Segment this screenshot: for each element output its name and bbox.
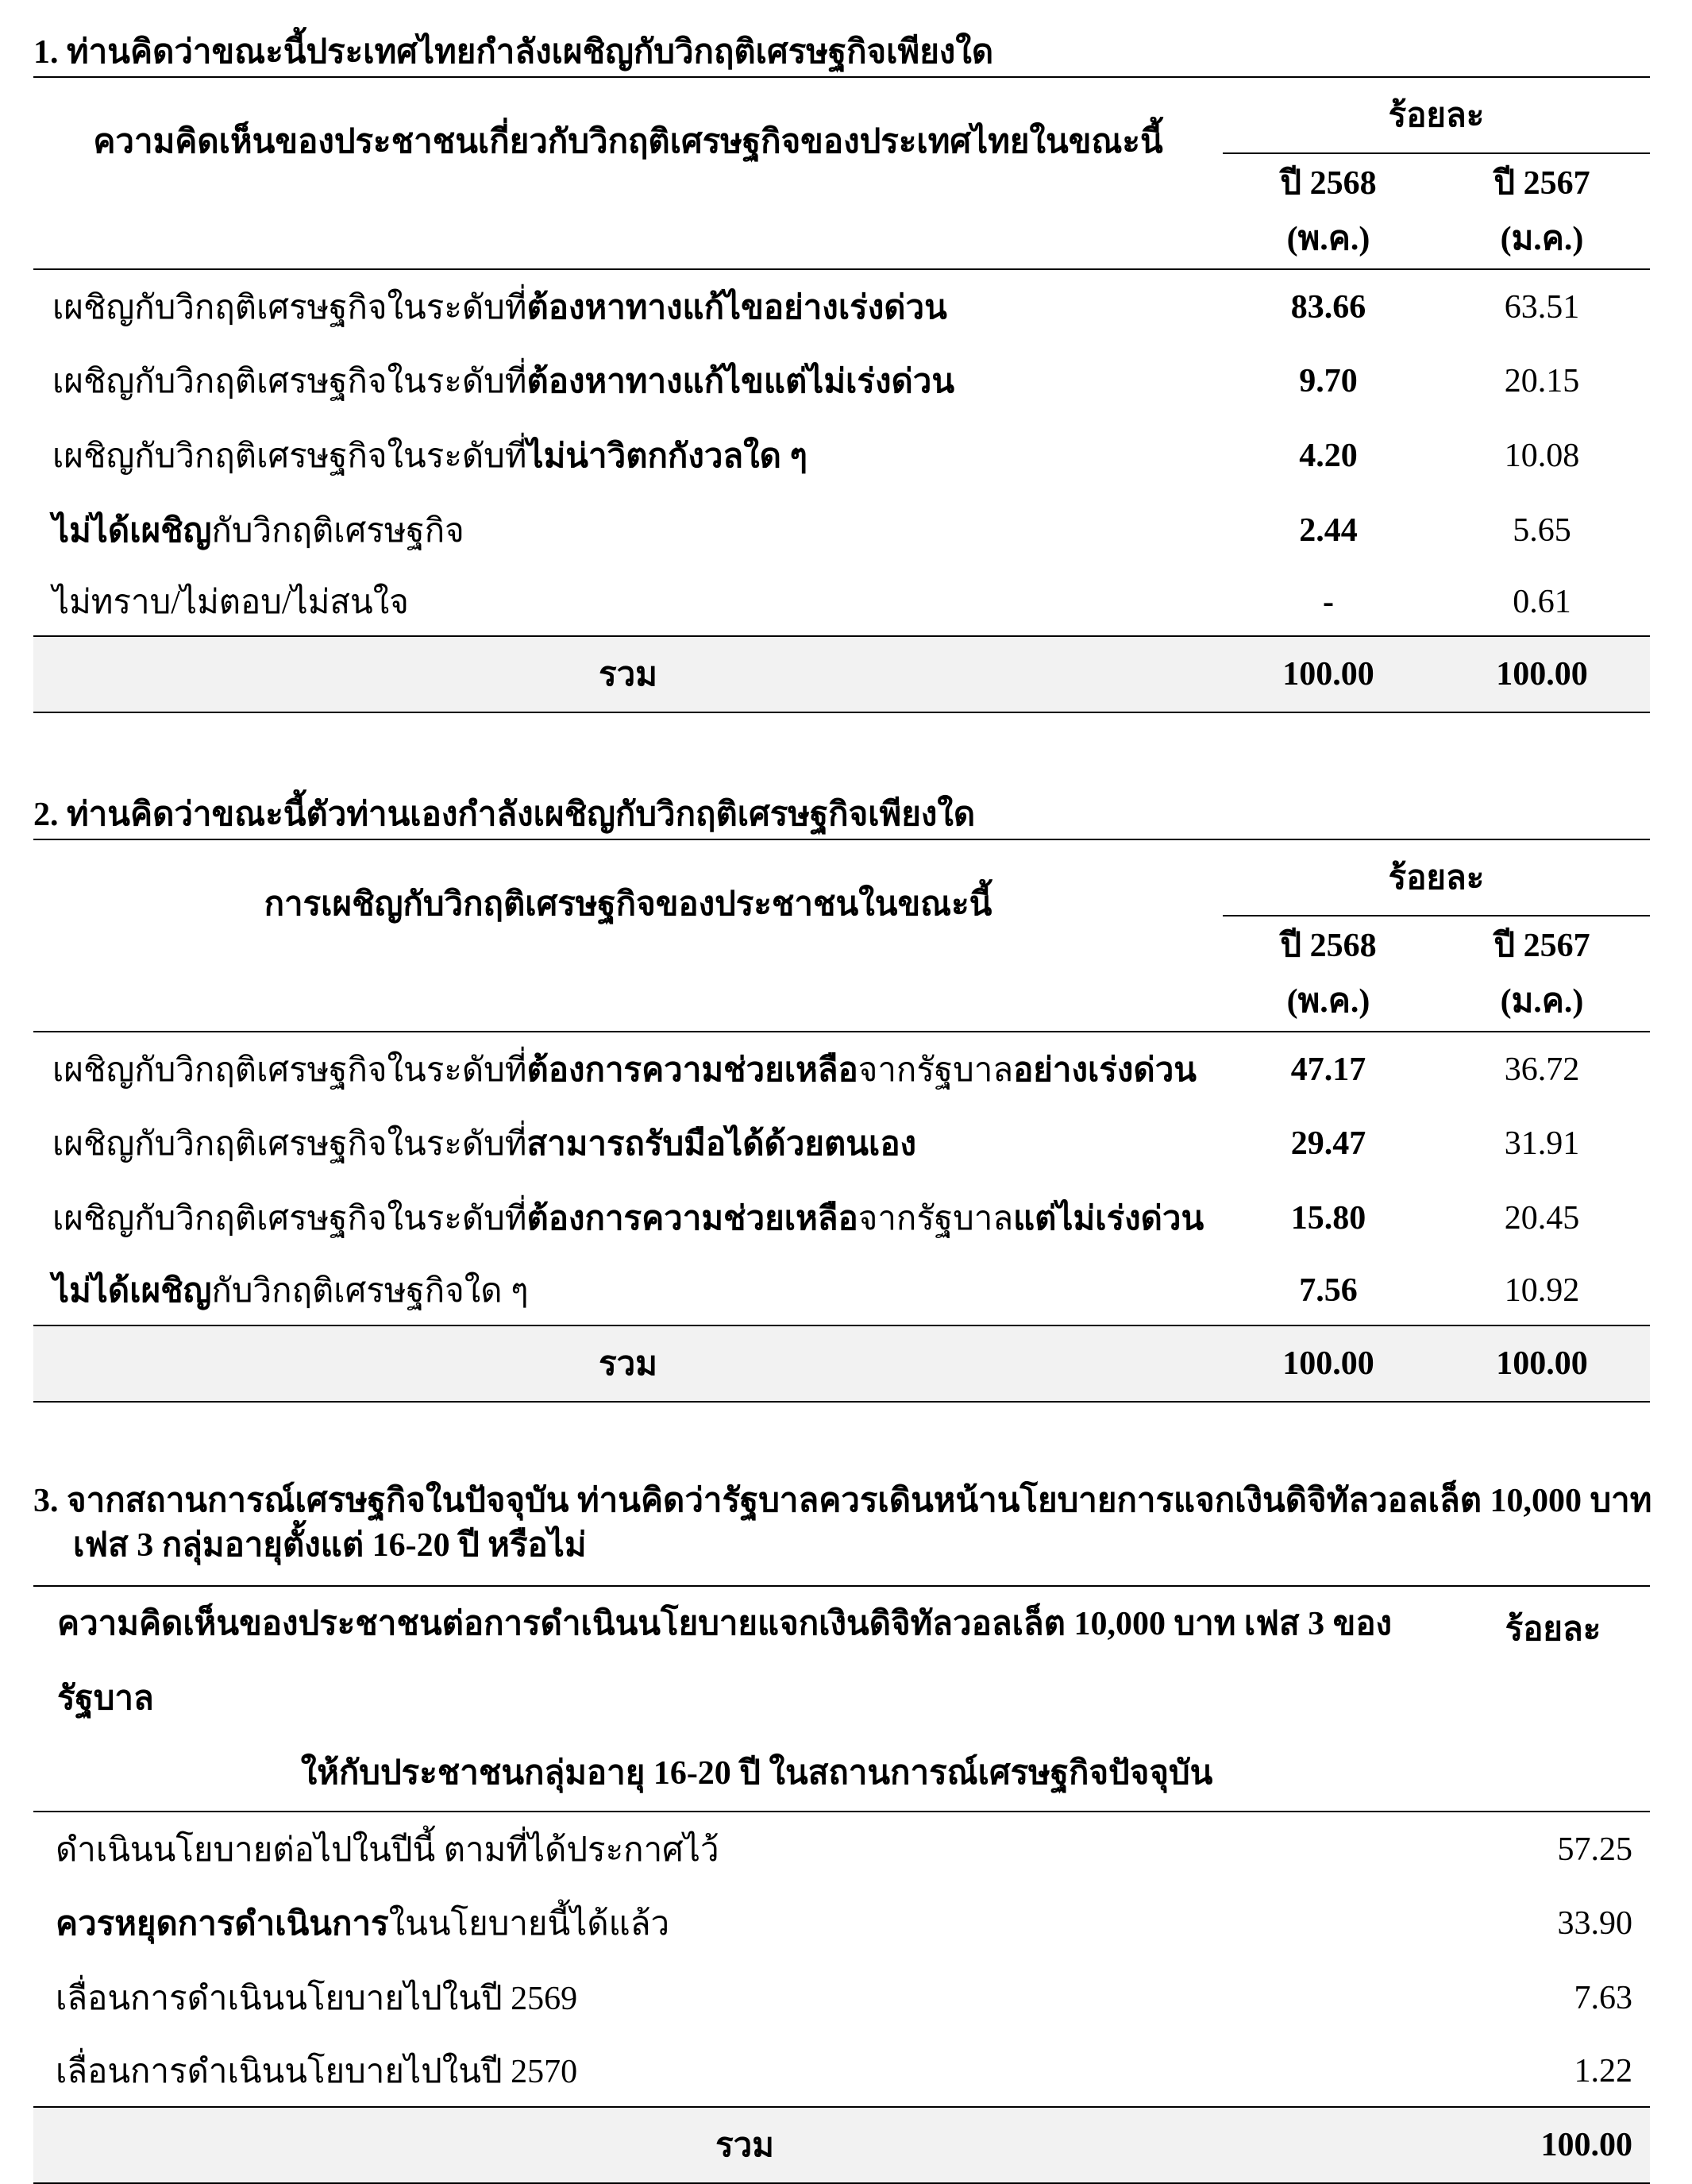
row-value: 1.22 xyxy=(1574,2052,1632,2089)
row-value: 57.25 xyxy=(1557,1831,1632,1868)
q3-title-line1: 3. จากสถานการณ์เศรษฐกิจในปัจจุบัน ท่านคิดว่ารัฐบาลควรเดินหน้านโยบายการแจกเงินดิจิทัลวอลเล็ต 10,000 บาท xyxy=(33,1483,1652,1519)
total-value-2567: 100.00 xyxy=(1434,1325,1650,1402)
table-row xyxy=(33,419,1650,493)
row-text: จากรัฐบาล xyxy=(858,1051,1014,1089)
q3-header-line2: ให้กับประชาชนกลุ่มอายุ 16-20 ปี ในสถานการณ์เศรษฐกิจปัจจุบัน xyxy=(300,1755,1213,1792)
table-row xyxy=(33,269,1650,344)
row-text-bold: ไม่น่าวิตกกังวลใด ๆ xyxy=(526,438,807,475)
q3-table xyxy=(33,1585,1650,2184)
q1-col2-header xyxy=(1434,153,1650,269)
q3-title-line2: เฟส 3 กลุ่มอายุตั้งแต่ 16-20 ปี หรือไม่ xyxy=(73,1527,587,1564)
total-value: 100.00 xyxy=(1456,2107,1650,2183)
row-text: เลื่อนการดำเนินนโยบายไปในปี 2570 xyxy=(56,2053,578,2090)
q3-title xyxy=(33,1479,1652,1568)
table-row xyxy=(33,1181,1650,1256)
table-row xyxy=(33,1256,1650,1325)
row-value-2567: 20.45 xyxy=(1504,1200,1580,1237)
table-row xyxy=(33,1106,1650,1181)
total-value-2568: 100.00 xyxy=(1223,1325,1434,1402)
row-text: ดำเนินนโยบายต่อไปในปีนี้ ตามที่ได้ประกาศไว้ xyxy=(56,1831,719,1869)
total-row xyxy=(33,1325,1650,1402)
row-text: เผชิญกับวิกฤติเศรษฐกิจในระดับที่ xyxy=(52,438,527,475)
row-value-2568: - xyxy=(1323,583,1334,620)
q1-col2-year: ปี 2567 xyxy=(1494,165,1590,202)
total-row xyxy=(33,636,1650,712)
q2-col2-header xyxy=(1434,916,1650,1032)
table-row xyxy=(33,568,1650,636)
row-text-bold: ควรหยุดการดำเนินการ xyxy=(56,1906,389,1943)
row-text: ไม่ทราบ/ไม่ตอบ/ไม่สนใจ xyxy=(52,584,409,621)
row-text: จากรัฐบาล xyxy=(858,1201,1014,1237)
q3-percent-label: ร้อยละ xyxy=(1456,1586,1650,1812)
q2-col1-month: (พ.ค.) xyxy=(1286,983,1370,1020)
row-text-bold: ไม่ได้เผชิญ xyxy=(52,513,212,550)
total-row xyxy=(33,2107,1650,2183)
table-row xyxy=(33,1886,1650,1961)
q1-title: 1. ท่านคิดว่าขณะนี้ประเทศไทยกำลังเผชิญกับวิกฤติเศรษฐกิจเพียงใด xyxy=(33,34,994,71)
row-text: เผชิญกับวิกฤติเศรษฐกิจในระดับที่ xyxy=(52,1051,527,1089)
q2-col1-header xyxy=(1223,916,1434,1032)
row-text: กับวิกฤติเศรษฐกิจ xyxy=(211,513,464,550)
q1-percent-label: ร้อยละ xyxy=(1223,77,1650,153)
row-value-2567: 31.91 xyxy=(1504,1125,1580,1162)
row-value-2567: 0.61 xyxy=(1513,583,1571,620)
row-value-2568: 47.17 xyxy=(1290,1051,1366,1088)
row-text-bold: แต่ไม่เร่งด่วน xyxy=(1013,1201,1204,1237)
row-text-bold: ไม่ได้เผชิญ xyxy=(52,1272,212,1310)
row-text-bold: ต้องการความช่วยเหลือ xyxy=(526,1051,858,1089)
row-value-2568: 29.47 xyxy=(1290,1125,1366,1162)
total-label: รวม xyxy=(33,636,1223,712)
row-value-2567: 10.08 xyxy=(1504,438,1580,474)
q2-percent-label: ร้อยละ xyxy=(1223,839,1650,916)
table-row xyxy=(33,1961,1650,2035)
row-text: เผชิญกับวิกฤติเศรษฐกิจในระดับที่ xyxy=(52,1201,527,1237)
row-value-2567: 36.72 xyxy=(1504,1051,1580,1088)
total-value-2567: 100.00 xyxy=(1434,636,1650,712)
row-text: เผชิญกับวิกฤติเศรษฐกิจในระดับที่ xyxy=(52,289,527,326)
row-text-bold: ต้องการความช่วยเหลือ xyxy=(526,1201,858,1237)
row-value: 33.90 xyxy=(1557,1905,1632,1942)
row-value-2568: 15.80 xyxy=(1290,1200,1366,1237)
total-label: รวม xyxy=(33,1325,1223,1402)
q1-col2-month: (ม.ค.) xyxy=(1500,221,1584,257)
q2-col2-month: (ม.ค.) xyxy=(1500,983,1584,1020)
q2-col2-year: ปี 2567 xyxy=(1494,928,1590,964)
q1-header-label: ความคิดเห็นของประชาชนเกี่ยวกับวิกฤติเศรษฐกิจของประเทศไทยในขณะนี้ xyxy=(33,77,1223,269)
q2-table xyxy=(33,839,1650,1403)
q1-col1-header xyxy=(1223,153,1434,269)
row-text-bold: ต้องหาทางแก้ไขแต่ไม่เร่งด่วน xyxy=(526,364,955,400)
table-row xyxy=(33,1812,1650,1886)
q2-col1-year: ปี 2568 xyxy=(1280,928,1377,964)
row-text: เผชิญกับวิกฤติเศรษฐกิจในระดับที่ xyxy=(52,364,527,400)
row-text-bold: อย่างเร่งด่วน xyxy=(1013,1051,1197,1089)
table-row xyxy=(33,2035,1650,2107)
q3-header-line1: ความคิดเห็นของประชาชนต่อการดำเนินนโยบายแจกเงินดิจิทัลวอลเล็ต 10,000 บาท เฟส 3 ของรัฐบาล xyxy=(57,1606,1393,1717)
row-text-bold: ต้องหาทางแก้ไขอย่างเร่งด่วน xyxy=(526,289,947,326)
total-value-2568: 100.00 xyxy=(1223,636,1434,712)
table-row xyxy=(33,344,1650,419)
q2-header-label: การเผชิญกับวิกฤติเศรษฐกิจของประชาชนในขณะนี้ xyxy=(33,839,1223,1032)
row-text: ในนโยบายนี้ได้แล้ว xyxy=(388,1906,670,1943)
row-text: เผชิญกับวิกฤติเศรษฐกิจในระดับที่ xyxy=(52,1126,527,1163)
table-row xyxy=(33,1032,1650,1106)
row-value-2567: 63.51 xyxy=(1504,288,1580,326)
q1-table xyxy=(33,76,1650,713)
q2-title: 2. ท่านคิดว่าขณะนี้ตัวท่านเองกำลังเผชิญกับวิกฤติเศรษฐกิจเพียงใด xyxy=(33,797,976,833)
row-value: 7.63 xyxy=(1574,1980,1632,2016)
row-value-2567: 5.65 xyxy=(1513,512,1571,549)
row-value-2568: 2.44 xyxy=(1299,512,1358,549)
table-row xyxy=(33,493,1650,568)
row-text: เลื่อนการดำเนินนโยบายไปในปี 2569 xyxy=(56,1981,578,2017)
q1-col1-year: ปี 2568 xyxy=(1280,165,1377,202)
q3-header-label xyxy=(33,1586,1456,1812)
total-label: รวม xyxy=(33,2107,1456,2183)
row-value-2567: 10.92 xyxy=(1504,1271,1580,1309)
q1-col1-month: (พ.ค.) xyxy=(1286,221,1370,257)
row-text-bold: สามารถรับมือได้ด้วยตนเอง xyxy=(526,1126,917,1163)
row-value-2568: 83.66 xyxy=(1290,288,1366,326)
row-value-2567: 20.15 xyxy=(1504,363,1580,399)
row-text: กับวิกฤติเศรษฐกิจใด ๆ xyxy=(211,1272,529,1310)
row-value-2568: 4.20 xyxy=(1299,438,1358,474)
row-value-2568: 9.70 xyxy=(1299,363,1358,399)
row-value-2568: 7.56 xyxy=(1299,1271,1358,1309)
